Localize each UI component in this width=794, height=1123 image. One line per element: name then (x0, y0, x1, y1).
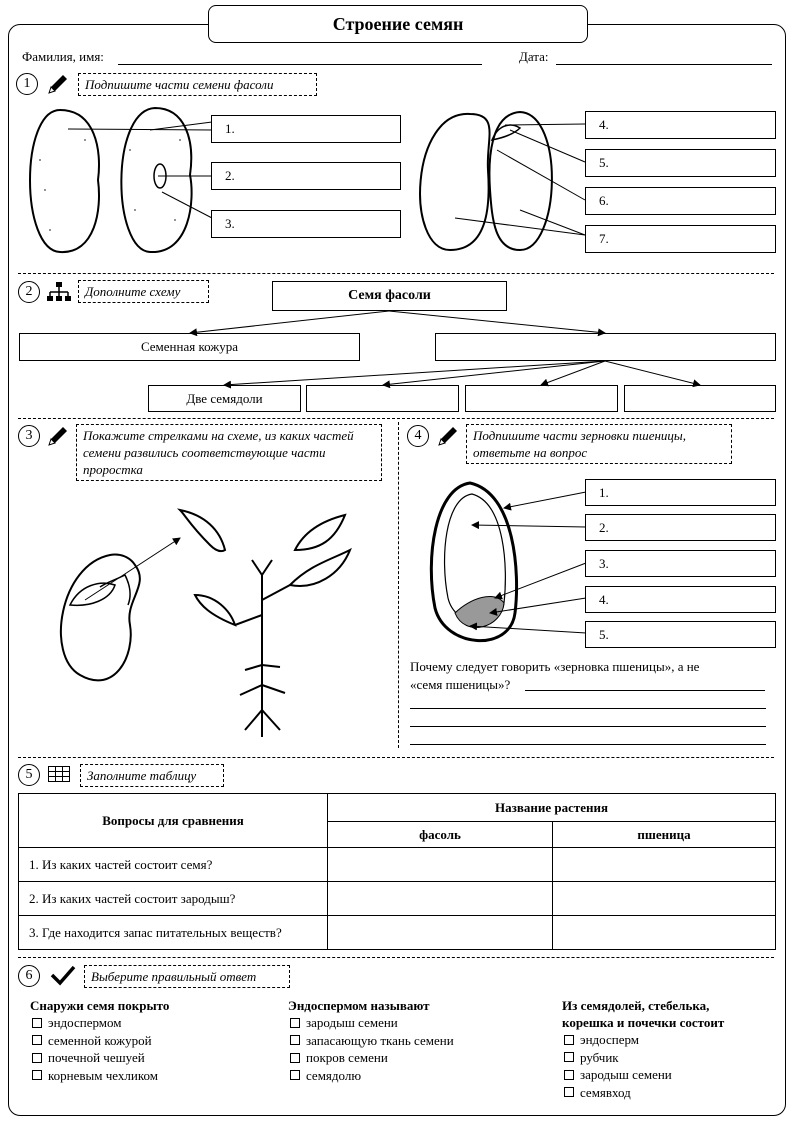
section-divider (18, 757, 774, 758)
answer-number: 5. (599, 155, 609, 170)
answer-number: 5. (599, 626, 609, 642)
checkbox[interactable] (290, 1053, 300, 1063)
checkbox[interactable] (32, 1053, 42, 1063)
task-number: 6 (18, 965, 40, 987)
answer-box[interactable] (585, 621, 776, 648)
answer-line[interactable] (410, 708, 766, 709)
wheat-grain-illustration (420, 478, 590, 658)
answer-option[interactable] (288, 1032, 548, 1050)
table-cell-blank[interactable] (553, 848, 776, 882)
checkbox[interactable] (564, 1035, 574, 1045)
pencil-icon (46, 424, 70, 448)
answer-number: 7. (599, 231, 609, 246)
task-instruction: Дополните схему (78, 280, 209, 303)
answer-line[interactable] (410, 744, 766, 745)
date-label: Дата: (519, 49, 549, 64)
task-instruction: Подпишите части семени фасоли (78, 73, 317, 96)
answer-option[interactable] (30, 1032, 280, 1050)
task-number: 1 (16, 73, 38, 95)
table-row (19, 848, 776, 882)
answer-option[interactable] (562, 1084, 777, 1102)
checkbox[interactable] (32, 1070, 42, 1080)
option-label: почечной чешуей (48, 1050, 145, 1065)
question-heading: корешка и почечки состоит (562, 1015, 725, 1030)
table-row (19, 882, 776, 916)
checkbox[interactable] (290, 1070, 300, 1080)
option-label: зародыш семени (580, 1067, 672, 1082)
answer-line[interactable] (525, 690, 765, 691)
task-instruction: Подпишите части зерновки пшеницы, ответьте на вопрос (466, 424, 732, 464)
table-cell-blank[interactable] (328, 882, 553, 916)
answer-box[interactable] (585, 479, 776, 506)
checkmark-icon (50, 964, 76, 986)
answer-box[interactable] (585, 514, 776, 541)
question-heading: Снаружи семя покрыто (30, 998, 170, 1013)
answer-line[interactable] (410, 726, 766, 727)
comparison-table (18, 793, 776, 950)
table-cell: 3. Где находится запас питательных веществ? (19, 916, 328, 950)
option-label: рубчик (580, 1049, 619, 1065)
pencil-icon (436, 424, 460, 448)
answer-number: 1. (225, 121, 235, 136)
answer-number: 2. (599, 519, 609, 535)
option-label: эндосперм (580, 1032, 640, 1047)
question-block-1 (30, 997, 280, 1084)
checkbox[interactable] (32, 1018, 42, 1028)
answer-number: 4. (599, 591, 609, 607)
option-label: корневым чехликом (48, 1067, 158, 1083)
name-label: Фамилия, имя: (22, 49, 104, 64)
option-label: зародыш семени (306, 1015, 398, 1030)
checkbox[interactable] (32, 1035, 42, 1045)
table-row (19, 916, 776, 950)
checkbox[interactable] (564, 1087, 574, 1097)
answer-option[interactable] (562, 1031, 777, 1049)
task-number: 2 (18, 281, 40, 303)
option-label: семенной кожурой (48, 1032, 152, 1048)
task-number: 3 (18, 425, 40, 447)
scheme-arrows (0, 0, 794, 420)
answer-number: 3. (599, 555, 609, 571)
task-instruction: Заполните таблицу (80, 764, 224, 787)
checkbox[interactable] (290, 1018, 300, 1028)
question-text: Почему следует говорить «зерновка пшеницы», а не (410, 659, 700, 674)
seedling-illustration (40, 505, 390, 740)
question-text: «семя пшеницы»? (410, 677, 511, 692)
table-cell-blank[interactable] (328, 848, 553, 882)
table-cell-blank[interactable] (328, 916, 553, 950)
option-label: эндоспермом (48, 1015, 122, 1030)
answer-number: 1. (599, 484, 609, 500)
answer-option[interactable] (288, 1014, 548, 1032)
table-header: Название растения (328, 794, 776, 822)
checkbox[interactable] (564, 1070, 574, 1080)
section-divider (18, 418, 774, 419)
page-title: Строение семян (208, 5, 588, 43)
option-label: семядолю (306, 1067, 362, 1083)
answer-option[interactable] (30, 1014, 280, 1032)
table-header: пшеница (553, 822, 776, 848)
table-header: фасоль (328, 822, 553, 848)
question-heading: Эндоспермом называют (288, 998, 430, 1013)
section-divider (18, 957, 774, 958)
answer-number: 3. (225, 216, 235, 231)
table-cell: 2. Из каких частей состоит зародыш? (19, 882, 328, 916)
question-block-3 (562, 997, 777, 1101)
option-label: семявход (580, 1084, 631, 1100)
answer-option[interactable] (562, 1066, 777, 1084)
answer-option[interactable] (562, 1049, 777, 1067)
answer-option[interactable] (288, 1049, 548, 1067)
answer-number: 4. (599, 117, 609, 132)
task-number: 5 (18, 764, 40, 786)
table-header: Вопросы для сравнения (19, 794, 328, 848)
answer-number: 6. (599, 193, 609, 208)
answer-box[interactable] (585, 586, 776, 613)
scheme-leaf: Две семядоли (148, 385, 301, 412)
question-heading: Из семядолей, стебелька, (562, 998, 710, 1013)
answer-option[interactable] (288, 1067, 548, 1085)
table-cell-blank[interactable] (553, 882, 776, 916)
answer-option[interactable] (30, 1049, 280, 1067)
column-divider (398, 422, 399, 748)
table-cell-blank[interactable] (553, 916, 776, 950)
table-icon (48, 766, 70, 782)
answer-option[interactable] (30, 1067, 280, 1085)
task-number: 4 (407, 425, 429, 447)
question-block-2 (288, 997, 548, 1084)
checkbox[interactable] (290, 1035, 300, 1045)
scheme-node-coat: Семенная кожура (19, 333, 360, 361)
scheme-root: Семя фасоли (272, 281, 507, 311)
task-instruction: Покажите стрелками на схеме, из каких частей семени развились соответствующие части проростка (76, 424, 382, 481)
option-label: запасающую ткань семени (306, 1032, 454, 1048)
task-instruction: Выберите правильный ответ (84, 965, 290, 988)
answer-number: 2. (225, 168, 235, 183)
table-cell: 1. Из каких частей состоит семя? (19, 848, 328, 882)
checkbox[interactable] (564, 1052, 574, 1062)
option-label: покров семени (306, 1050, 388, 1065)
answer-box[interactable] (585, 550, 776, 577)
